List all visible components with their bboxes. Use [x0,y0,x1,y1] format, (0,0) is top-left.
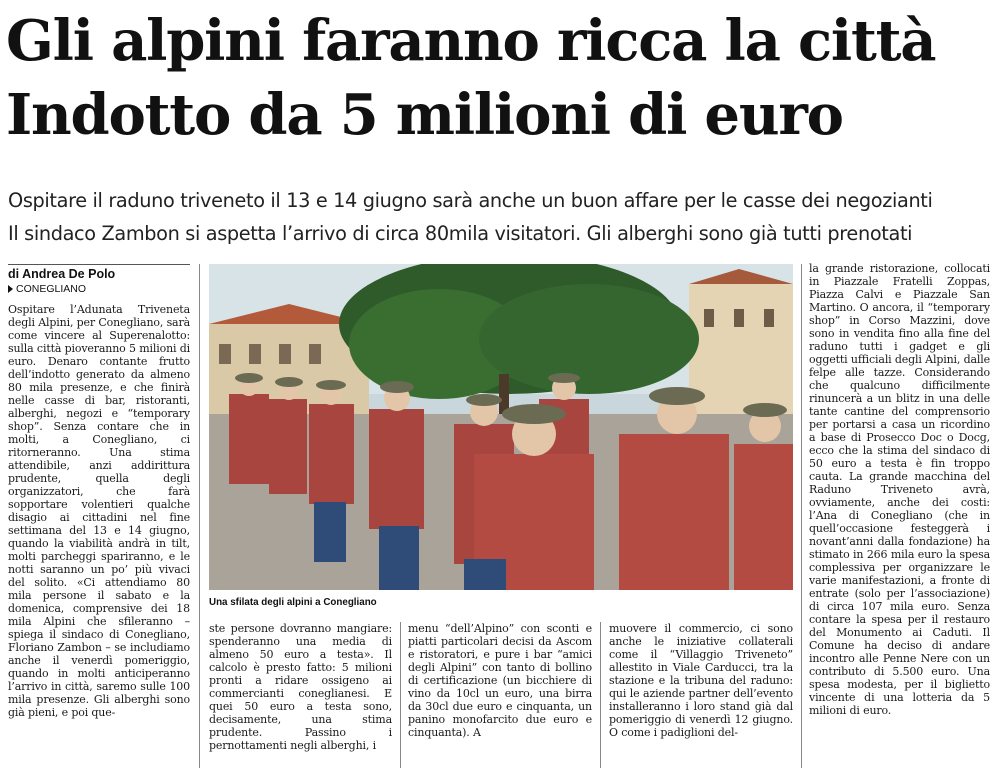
article-text-3: menu “dell’Alpino” con sconti e piatti particolari decisi da Ascom e ristoratori, e pure i bar “amici degli Alpini” con tanto di bollino di certificazione (un bicchiere di vino da 10cl un euro, una birra da 30cl due euro e cinquanta, un panino monofarcito due euro e cinquanta). A [408,622,592,739]
triangle-marker-icon [8,285,13,293]
byline-author: di Andrea De Polo [8,267,116,281]
subheadline [8,184,993,250]
article-text-4: muovere il commercio, ci sono anche le iniziative collaterali come il “Villaggio Triveneto” allestito in Viale Carducci, tra la stazione e la tribuna del raduno: qui le aziende partner dell’evento installeranno i loro stand già dal pomeriggio di venerdì 12 giugno. O come i padiglioni del- [609,622,793,739]
article-text-1: Ospitare l’Adunata Triveneta degli Alpini, per Conegliano, sarà come vincere al Superenalotto: sulla città pioveranno 5 milioni di euro. Denaro contante frutto dell’indotto generato da almeno 80 mila presenze, e che finirà nelle casse di bar, ristoranti, alberghi, negozi e “temporary shop”. Senza contare che in molti, a Conegliano, ci ritorneranno. Una stima attendibile, anzi addirittura prudente, quella degli organizzatori, che farà sopportare volentieri qualche disagio ai cittadini nel fine settimana del 13 e 14 giugno, quando la viabilità andrà in tilt, molti parcheggi spariranno, e le notti saranno un po’ più vivaci del solito. «Ci attendiamo 80 mila persone il sabato e la domenica, comprensive dei 18 mila Alpini che sfileranno – spiega il sindaco di Conegliano, Floriano Zambon – se includiamo anche il venerdì pomeriggio, quando in molti anticiperanno l’arrivo in città, saremo sulle 100 mila presenze. Gli alberghi sono già pieni, e poi que- [8,303,190,719]
article-column-1 [8,303,190,767]
article-column-2 [209,622,392,768]
headline [6,4,991,152]
byline [8,264,190,296]
photo-caption: Una sfilata degli alpini a Conegliano [209,597,377,608]
article-column-5 [809,262,990,768]
article-column-4 [609,622,793,768]
byline-place [8,282,190,296]
alpini-parade-photo [209,264,793,590]
byline-place-label: CONEGLIANO [16,283,87,295]
column-divider [801,264,802,768]
article-column-3 [408,622,592,768]
article-text-2: ste persone dovranno mangiare: spenderanno una media di almeno 50 euro a testa». Il calcolo è presto fatto: 5 milioni pronti a ridare ossigeno ai commercianti coneglianesi. E quei 50 euro a testa sono, decisamente, una stima prudente. Passino i pernottamenti negli alberghi, i [209,622,392,752]
headline-line-2: Indotto da 5 milioni di euro [6,82,843,148]
subheadline-line-2: Il sindaco Zambon si aspetta l’arrivo di circa 80mila visitatori. Gli alberghi sono già tutti prenotati [8,222,913,245]
subheadline-line-1: Ospitare il raduno triveneto il 13 e 14 giugno sarà anche un buon affare per le casse dei negozianti [8,189,933,212]
headline-line-1: Gli alpini faranno ricca la città [6,8,936,74]
article-photo [209,264,793,590]
column-divider [400,622,401,768]
article-text-5: la grande ristorazione, collocati in Piazzale Fratelli Zoppas, Piazza Calvi e Piazzale San Martino. O ancora, il “temporary shop” in Corso Mazzini, dove sono in vendita fino alla fine del raduno tutti i gadget e gli oggetti ufficiali degli Alpini, dalle felpe alle tazze. Considerando che qualcuno difficilmente rinuncerà a un blitz in una delle tante cantine del comprensorio per portarsi a casa un ricordino a base di Prosecco Doc o Docg, ecco che la stima del sindaco di 50 euro a testa è fin troppo cauta. La grande macchina del Raduno Triveneto avrà, ovviamente, anche dei costi: l’Ana di Conegliano (che in quell’occasione festeggerà i novant’anni dalla fondazione) ha stimato in 266 mila euro la spesa complessiva per organizzare le varie manifestazioni, a fronte di entrate (solo per l’associazione) di circa 107 mila euro. Senza contare la spesa per il restauro del Monumento ai Caduti. Il Comune ha deciso di andare incontro alle Penne Nere con un contributo di 5.500 euro. Una spesa modesta, per il biglietto vincente di una lotteria da 5 milioni di euro. [809,262,990,717]
column-divider [600,622,601,768]
column-divider [199,264,200,768]
